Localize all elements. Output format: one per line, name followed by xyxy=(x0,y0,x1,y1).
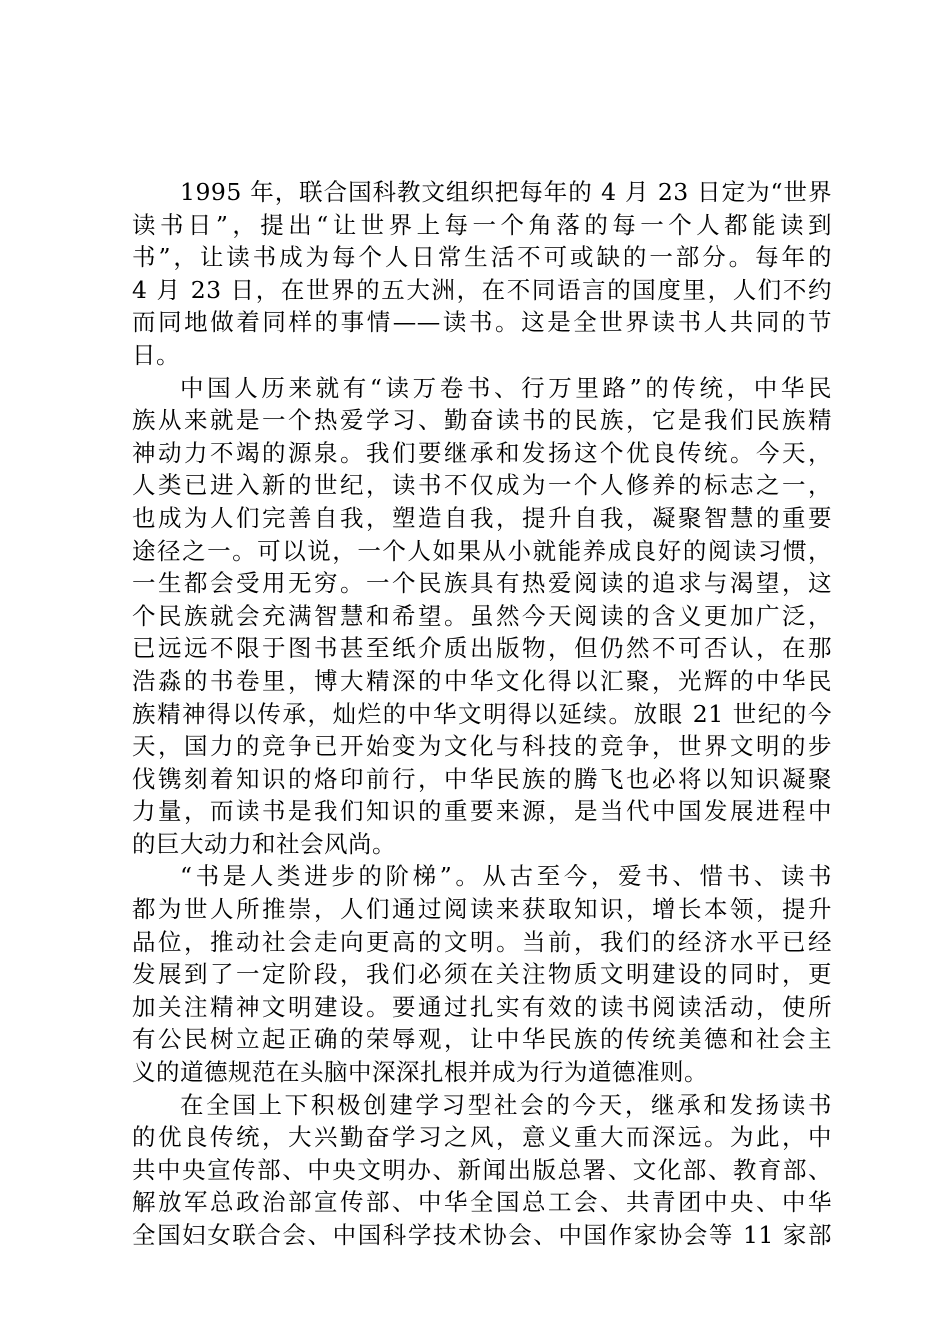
text-line: 力量，而读书是我们知识的重要来源，是当代中国发展进程中 xyxy=(132,797,832,826)
text-line: 神动力不竭的源泉。我们要继承和发扬这个优良传统。今天， xyxy=(132,438,832,467)
paragraph xyxy=(132,176,832,372)
text-line: 全国妇女联合会、中国科学技术协会、中国作家协会等 11 家部 xyxy=(132,1221,832,1249)
text-line: 品位，推动社会走向更高的文明。当前，我们的经济水平已经 xyxy=(132,927,832,956)
paragraph xyxy=(132,372,832,861)
text-line: 读书日”，提出“让世界上每一个角落的每一个人都能读到 xyxy=(132,210,832,239)
paragraph xyxy=(132,860,832,1088)
text-line: 已远远不限于图书甚至纸介质出版物，但仍然不可否认，在那 xyxy=(132,634,832,663)
text-line: “书是人类进步的阶梯”。从古至今，爱书、惜书、读书 xyxy=(180,862,832,891)
text-line: 共中央宣传部、中央文明办、新闻出版总署、文化部、教育部、 xyxy=(132,1155,832,1184)
text-line: 加关注精神文明建设。要通过扎实有效的读书阅读活动，使所 xyxy=(132,992,832,1021)
text-line: 4 月 23 日，在世界的五大洲，在不同语言的国度里，人们不约 xyxy=(132,275,832,304)
document-body xyxy=(132,176,832,1252)
text-line: 在全国上下积极创建学习型社会的今天，继承和发扬读书 xyxy=(180,1090,832,1119)
text-line: 伐镌刻着知识的烙印前行，中华民族的腾飞也必将以知识凝聚 xyxy=(132,764,832,793)
text-line: 个民族就会充满智慧和希望。虽然今天阅读的含义更加广泛， xyxy=(132,601,832,630)
text-line: 天，国力的竞争已开始变为文化与科技的竞争，世界文明的步 xyxy=(132,732,832,761)
text-line: 都为世人所推崇，人们通过阅读来获取知识，增长本领，提升 xyxy=(132,895,832,924)
paragraph xyxy=(132,1089,832,1252)
text-line: 发展到了一定阶段，我们必须在关注物质文明建设的同时，更 xyxy=(132,960,832,989)
text-line: 也成为人们完善自我，塑造自我，提升自我，凝聚智慧的重要 xyxy=(132,503,832,532)
text-line: 有公民树立起正确的荣辱观，让中华民族的传统美德和社会主 xyxy=(132,1025,832,1054)
text-line: 解放军总政治部宣传部、中华全国总工会、共青团中央、中华 xyxy=(132,1188,832,1217)
text-line: 义的道德规范在头脑中深深扎根并成为行为道德准则。 xyxy=(132,1058,708,1087)
text-line: 的优良传统，大兴勤奋学习之风，意义重大而深远。为此，中 xyxy=(132,1123,832,1152)
text-line: 途径之一。可以说，一个人如果从小就能养成良好的阅读习惯， xyxy=(132,536,832,565)
text-line: 族从来就是一个热爱学习、勤奋读书的民族，它是我们民族精 xyxy=(132,406,832,435)
text-line: 浩淼的书卷里，博大精深的中华文化得以汇聚，光辉的中华民 xyxy=(132,666,832,695)
text-line: 书”，让读书成为每个人日常生活不可或缺的一部分。每年的 xyxy=(132,243,832,272)
text-line: 的巨大动力和社会风尚。 xyxy=(132,829,396,858)
text-line: 人类已进入新的世纪，读书不仅成为一个人修养的标志之一， xyxy=(132,471,832,500)
text-line: 1995 年，联合国科教文组织把每年的 4 月 23 日定为“世界 xyxy=(180,178,832,206)
text-line: 族精神得以传承，灿烂的中华文明得以延续。放眼 21 世纪的今 xyxy=(132,699,832,728)
text-line: 而同地做着同样的事情——读书。这是全世界读书人共同的节 xyxy=(132,308,832,337)
text-line: 中国人历来就有“读万卷书、行万里路”的传统，中华民 xyxy=(180,373,832,402)
text-line: 一生都会受用无穷。一个民族具有热爱阅读的追求与渴望，这 xyxy=(132,569,832,598)
text-line: 日。 xyxy=(132,340,180,369)
